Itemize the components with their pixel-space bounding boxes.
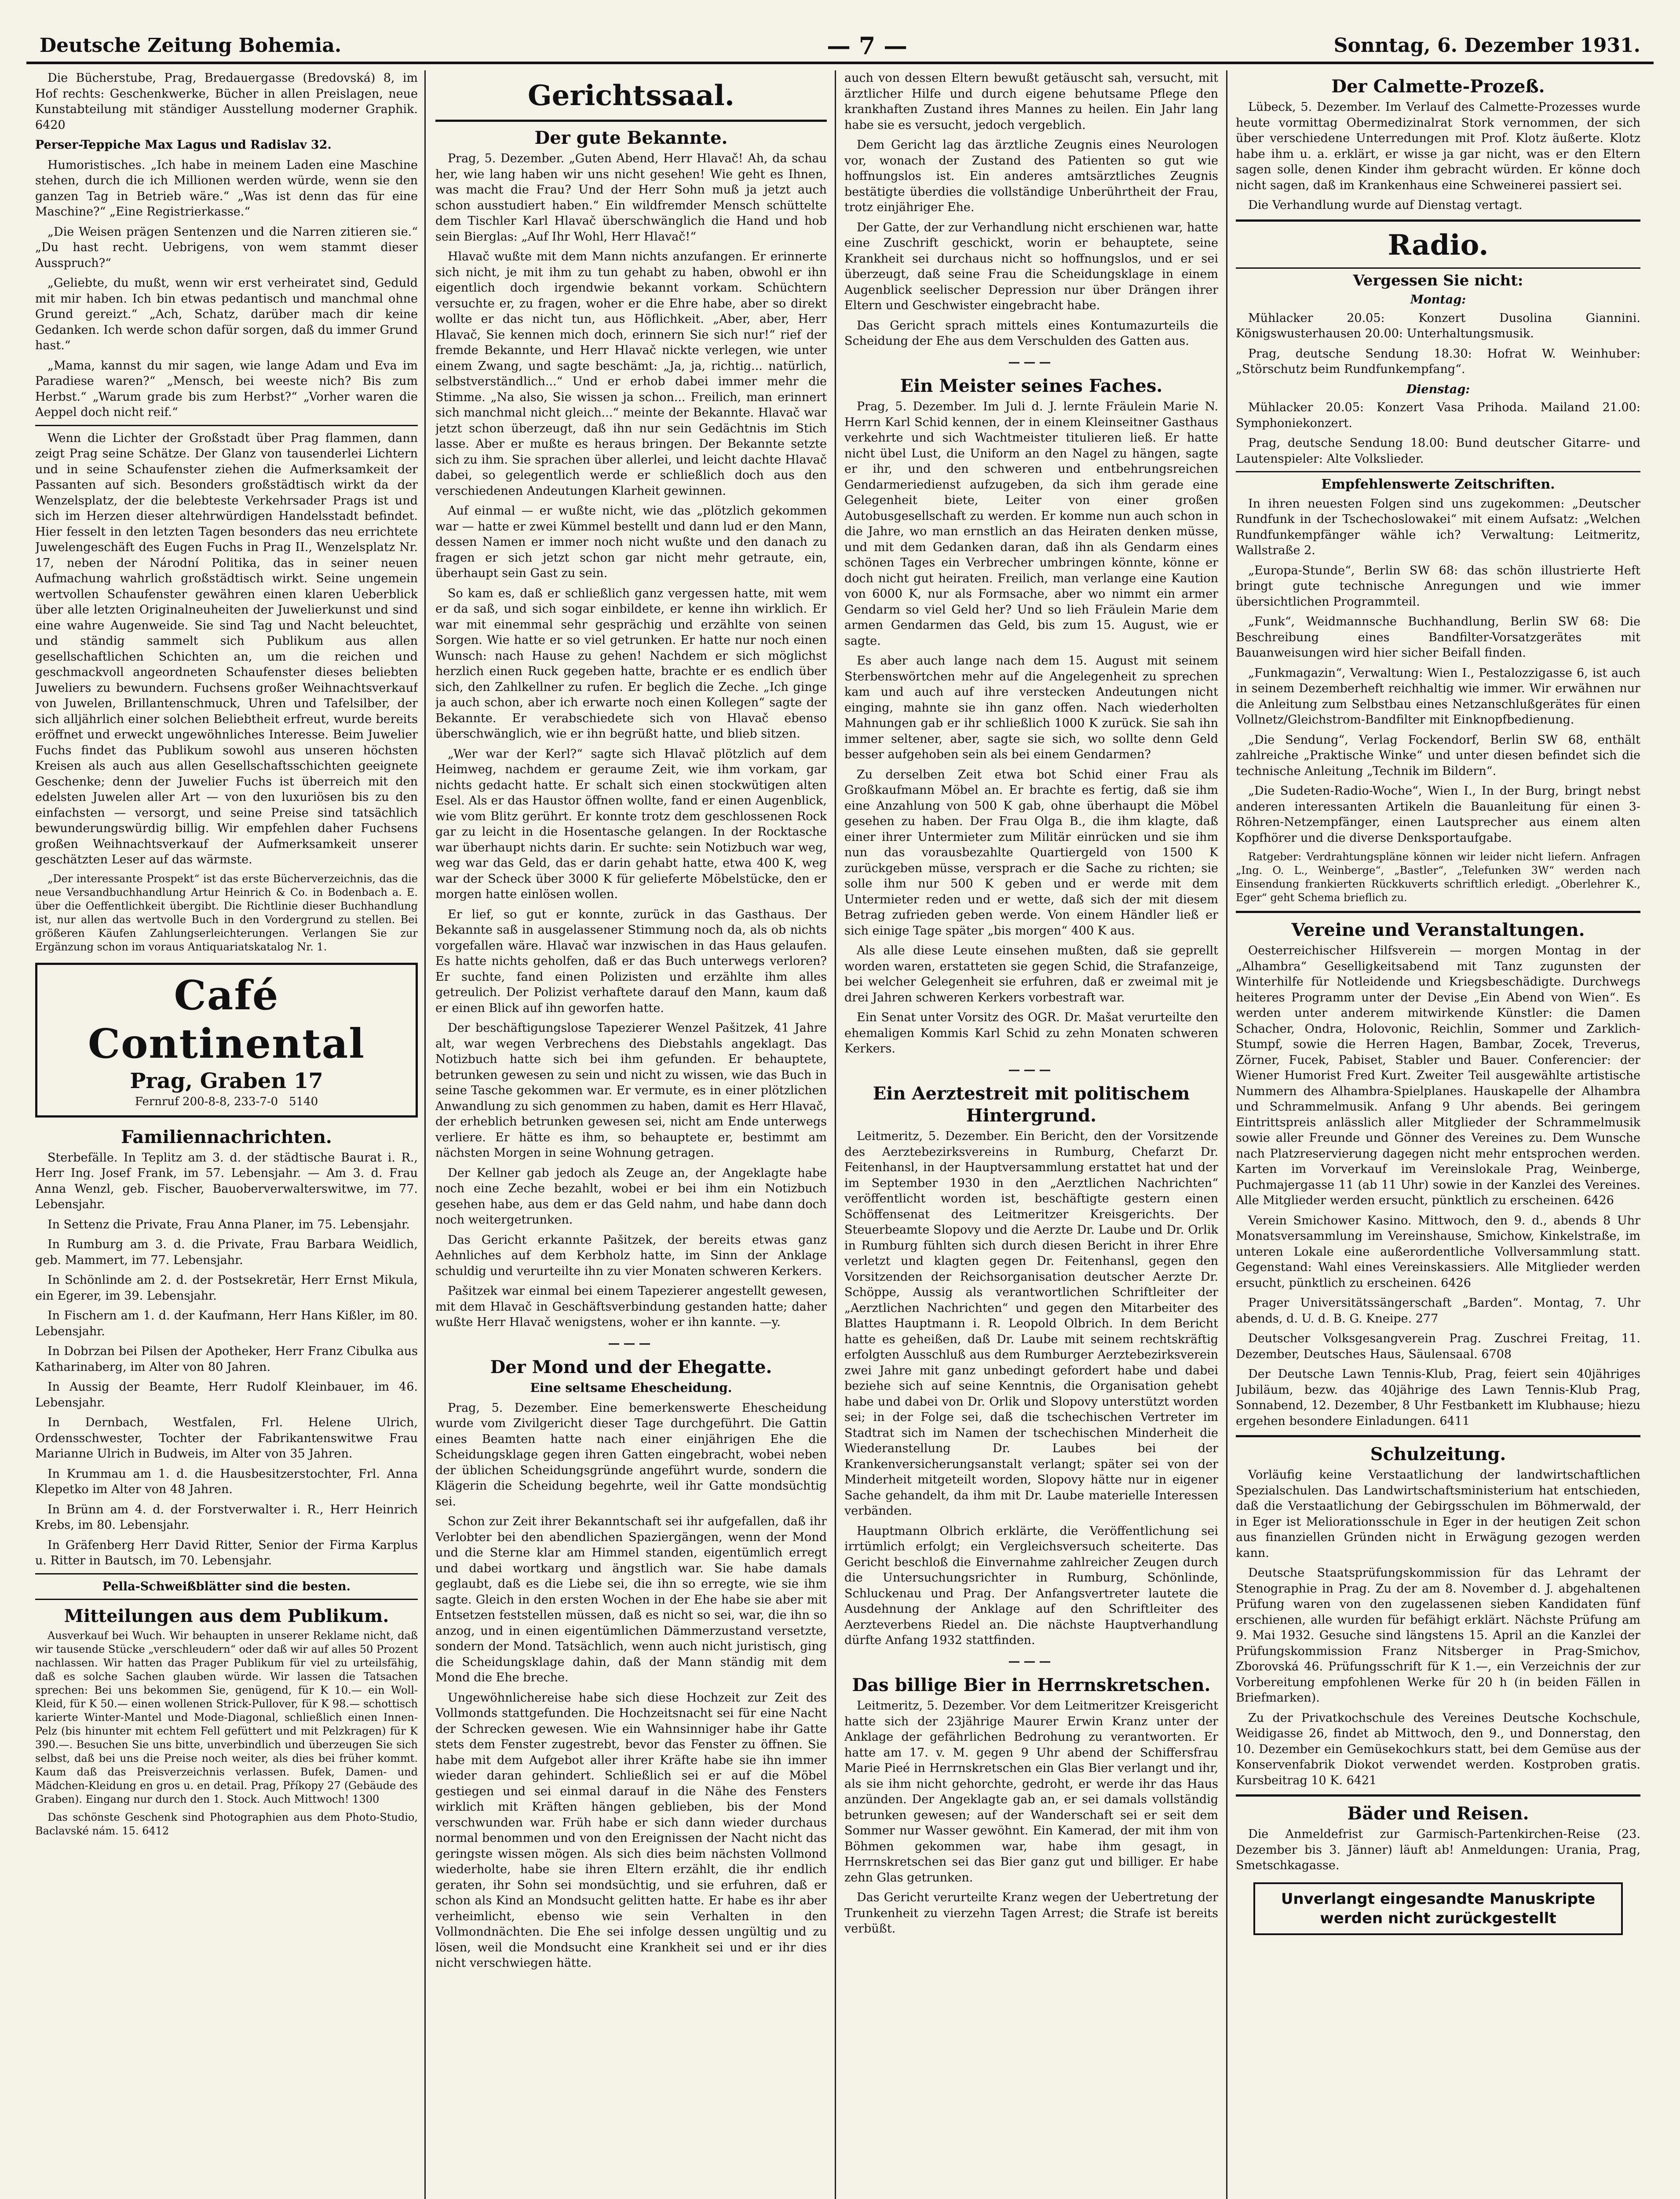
family-item: In Aussig der Beamte, Herr Rudolf Kleinbauer, im 46. Lebensjahr.: [35, 1380, 418, 1410]
mitteilung-1: Ausverkauf bei Wuch. Wir behaupten in unserer Reklame nicht, daß wir tausende Stücke „verschleudern“ oder daß wir auf alles 50 Prozent nachlassen. Wir hatten das Prager Publikum für viel zu urteilsfähig, daß es solche Sachen glauben würde. Wir lassen die Tatsachen sprechen: Bei uns bekommen Sie, genügend, für K 10.— ein Woll-Kleid, für K 50.— einen wollenen Strick-Pullover, für K 98.— schottisch karierte Winter-Mantel und Mode-Diagonal, schließlich einen Innen-Pelz (bis hinunter mit echtem Fell gefüttert und mit Pelzkragen) für K 390.—. Besuchen Sie uns bitte, unverbindlich und überzeugen Sie sich selbst, daß bei uns die Preise noch weiter, als dies bei früher kommt. Kaum daß das Preisverzeichnis verlassen. Bufek, Damen- und Mädchen-Kleidung en gros u. en detail. Prag, Příkopy 27 (Gebäude des Graben). Eingang nur durch den 1. Stock. Auch Mittwoch! 1300: [35, 1629, 418, 1805]
newspaper-title: Deutsche Zeitung Bohemia.: [40, 34, 342, 57]
day-label: Dienstag:: [1406, 382, 1470, 396]
article-paragraph: Die Verhandlung wurde auf Dienstag vertagt.: [1248, 198, 1523, 212]
subheadline: Eine seltsame Ehescheidung.: [530, 1381, 732, 1395]
divider: [1236, 471, 1640, 472]
travel-item: Die Anmeldefrist zur Garmisch-Partenkirchen-Reise (23. Dezember bis 3. Jänner) läuft ab! Anmeldungen: Urania, Prag, Smetschkagasse.: [1236, 1827, 1640, 1872]
heading-schulzeitung: Schulzeitung.: [1370, 1444, 1506, 1465]
article-paragraph: Leitmeritz, 5. Dezember. Vor dem Leitmeritzer Kreisgericht hatte sich der 23jährige Maurer Erwin Kranz unter der Anklage der gefährlichen Bedrohung zu verantworten. Er hatte am 17. v. M. gegen 9 Uhr abend der Schiffersfrau Marie Pieé in Herrnskretschen ein Glas Bier verlangt und ihr, als sie ihm nicht gehorchte, gedroht, er werde ihr das Haus anzünden. Der Angeklagte gab an, er sei damals vollständig betrunken gewesen; auf der Wanderschaft sei er seit dem Sommer nur Wasser gewöhnt. Ein Kamerad, der mit ihm von Böhmen gekommen war, habe ihm gesagt, in Herrnskretschen sei das Bier ganz gut und billiger. Er habe zehn Glas getrunken.: [844, 1699, 1218, 1885]
notice-buecherstube: Die Bücherstube, Prag, Bredauergasse (Bredovská) 8, im Hof rechts: Geschenkwerke, Bücher in allen Preislagen, neue Kunstabteilung mit ständiger Ausstellung moderner Graphik. 6420: [35, 71, 418, 132]
section-header: [435, 70, 827, 122]
humor-4: „Mama, kannst du mir sagen, wie lange Adam und Eva im Paradiese waren?“ „Mensch, bei weeste nich? Bis zum Herbst.“ „Warum grade bis zum Herbst?“ „Vorher waren die Aeppel doch nicht reif.“: [35, 358, 418, 419]
heading-mitteilungen: Mitteilungen aus dem Publikum.: [64, 1606, 389, 1626]
radio-item: Mühlacker 20.05: Konzert Dusolina Giannini. Königswusterhausen 20.00: Unterhaltungsmusik.: [1236, 311, 1640, 340]
club-item: Prager Universitätssängerschaft „Barden“. Montag, 7. Uhr abends, d. U. d. B. G. Kneipe. 277: [1236, 1296, 1640, 1326]
radio-item: Prag, deutsche Sendung 18.30: Hofrat W. Weinhuber: „Störschutz beim Rundfunkempfang“.: [1236, 347, 1640, 376]
section-radio: Radio.: [1388, 228, 1489, 262]
magazine-item: „Europa-Stunde“, Berlin SW 68: das schön illustrierte Heft bringt gute technische Anregungen und wie immer übersichtlichen Programmteil.: [1236, 563, 1640, 609]
divider: [35, 1599, 418, 1600]
article-paragraph: Das Gericht verurteilte Kranz wegen der Uebertretung der Trunkenheit zu vierzehn Tagen Arrest; die Strafe ist bereits verbüßt.: [844, 1891, 1218, 1936]
heading-baeder-reisen: Bäder und Reisen.: [1347, 1803, 1529, 1824]
issue-date: Sonntag, 6. Dezember 1931.: [1333, 34, 1640, 57]
article-paragraph: Schon zur Zeit ihrer Bekanntschaft sei ihr aufgefallen, daß ihr Verlobter bei den abendlichen Spaziergängen, wenn der Mond und die Sterne klar am Himmel standen, eigentümlich erregt und dabei wortkarg und ängstlich war. Sie habe damals geglaubt, daß es die Liebe sei, die ihn so erregte, wie sie ihm sagte. Gleich in den ersten Wochen in der Ehe habe sie aber mit Entsetzen feststellen müssen, daß es nicht so sei, war, die ihn so anzog, und in einen eigentümlichen Dämmerzustand versetzte, sondern der Mond. Tatsächlich, wenn auch nicht juristisch, ging die Scheidungsklage dahin, daß der Mann ständig mit dem Mond die Ehe breche.: [435, 1515, 827, 1684]
headline-guter-bekannter: Der gute Bekannte.: [534, 128, 728, 148]
article-paragraph: auch von dessen Eltern bewußt getäuscht sah, versucht, mit ärztlicher Hilfe und durch eigene behutsame Pflege den krankhaften Zustand ihres Mannes zu heilen. Ein Jahr lang habe sie es versucht, jedoch vergeblich.: [844, 71, 1218, 132]
article-paragraph: Prag, 5. Dezember. Eine bemerkenswerte Ehescheidung wurde vom Zivilgericht dieser Tage durchgeführt. Die Gattin eines Beamten hatte nach einer einjährigen Ehe die Scheidungsklage gegen ihren Gatten eingebracht, wobei neben der üblichen Scheidungsgründe angeführt wurde, sondern die Klägerin die Scheidung begehrte, weil ihr Gatte mondsüchtig sei.: [435, 1401, 827, 1509]
page-number: — 7 —: [827, 32, 908, 60]
family-item: In Dernbach, Westfalen, Frl. Helene Ulrich, Ordensschwester, Tochter der Fabrikantenswitwe Frau Marianne Ulrich in Budweis, im Alter von 35 Jahren.: [35, 1416, 418, 1461]
headline-billiges-bier: Das billige Bier in Herrnskretschen.: [852, 1675, 1211, 1695]
column-2: [435, 70, 827, 2199]
notice-teppiche: Perser-Teppiche Max Lagus und Radislav 32.: [35, 138, 332, 152]
divider: ———: [1008, 1063, 1055, 1077]
cafe-phone: Fernruf 200-8-8, 233-7-0: [135, 1095, 278, 1108]
humor-1: Humoristisches. „Ich habe in meinem Laden eine Maschine stehen, durch die ich Millionen werden würde, wenn sie den ganzen Tag in Betrieb wäre.“ „Was ist denn das für eine Maschine?“ „Eine Registrierkasse.“: [35, 158, 418, 219]
radio-reminder: Vergessen Sie nicht:: [1353, 271, 1523, 289]
divider: [1236, 1794, 1640, 1797]
cafe-address: Prag, Graben 17: [130, 1068, 323, 1093]
column-rule: [1226, 70, 1227, 2199]
article-paragraph: Das Gericht erkannte Pašitzek, der bereits etwas ganz Aehnliches auf dem Kerbholz hatte, im Sinn der Anklage schuldig und verurteilte ihn zu vier Monaten schweren Kerkers.: [435, 1233, 827, 1278]
article-paragraph: Er lief, so gut er konnte, zurück in das Gasthaus. Der Bekannte saß in ausgelassener Stimmung noch da, als ob nichts vorgefallen wäre. Hlavač war inzwischen in das Haus gelaufen. Es hatte nichts geholfen, daß er das Buch unterwegs verloren? Er suchte, fand einen Polizisten und erzählte ihm alles getreulich. Der Polizist verhaftete darauf den Mann, kaum daß er einen Blick auf ihn geworfen hatte.: [435, 907, 827, 1015]
family-item: In Krummau am 1. d. die Hausbesitzerstochter, Frl. Anna Klepetko im Alter von 48 Jahren.: [35, 1467, 418, 1496]
divider: [35, 1573, 418, 1574]
family-item: In Gräfenberg Herr David Ritter, Senior der Firma Karplus u. Ritter in Bautsch, im 70. Lebensjahr.: [35, 1538, 418, 1567]
cafe-ad: [35, 963, 418, 1118]
notice-prospekt: „Der interessante Prospekt“ ist das erste Bücherverzeichnis, das die neue Versandbuchhandlung Artur Heinrich & Co. in Bodenbach a. E. über die Oeffentlichkeit übergibt. Die Richtlinie dieser Buchhandlung ist, nur allen das wertvolle Buch in den Vordergrund zu stellen. Bei größeren Käufen Zahlungserleichterungen. Verlangen Sie zur Ergänzung schon im voraus Antiquariatskatalog Nr. 1.: [35, 872, 418, 953]
family-item: In Settenz die Private, Frau Anna Planer, im 75. Lebensjahr.: [47, 1217, 410, 1231]
column-4: [1236, 70, 1640, 2199]
article-paragraph: Es aber auch lange nach dem 15. August mit seinem Sterbenswörtchen mehr auf die Angelegenheit zu sprechen kam und auch auf ihre verstecken Andeutungen nicht einging, mahnte sie ihn ganz offen. Nach wiederholten Mahnungen gab er ihr schließlich 1000 K zurück. Sie sah ihn immer seltener, aber, sagte sie sich, wo sollte denn Geld besser aufgehoben sein als bei einem Gendarmen?: [844, 654, 1218, 761]
divider: [35, 425, 418, 426]
article-paragraph: Hlavač wußte mit dem Mann nichts anzufangen. Er erinnerte sich nicht, je mit ihm zu tun gehabt zu haben, obwohl er ihn eigentlich doch irgendwie bekannt vorkam. Schüchtern versuchte er, zu fragen, woher er die Ehre habe, aber so direkt wollte er das nicht tun, aus Höflichkeit. „Aber, aber, Herr Hlavač, Sie kennen mich doch, erinnern Sie sich nur!“ rief der fremde Bekannte, und Herr Hlavač nickte verlegen, wie unter einem Zwang, und sagte beschämt: „Ja, ja, richtig... natürlich, selbstverständlich...“ Und er erhob dabei immer mehr die Stimme. „Na also, Sie wissen ja schon... Freilich, man erinnert sich manchmal nicht gleich...“ meinte der Bekannte. Hlavač war jetzt schon überzeugt, daß ihn nur sein Gedächtnis im Stich lasse. Aber er mußte es heraus bringen. Der Bekannte setzte sich zu ihm. Sie sprachen über allerlei, und leicht dachte Hlavač dabei, so gelegentlich werde er schließlich doch aus den verschiedenen Andeutungen Klarheit gewinnen.: [435, 250, 827, 498]
page-header: [26, 22, 1654, 64]
divider: [1236, 911, 1640, 913]
column-rule: [424, 70, 426, 2199]
article-paragraph: Dem Gericht lag das ärztliche Zeugnis eines Neurologen vor, wonach der Zustand des Patienten so gut wie hoffnungslos ist. Ein anderes amtsärztliches Zeugnis bestätigte überdies die vollständige Unberührtheit der Frau, trotz einjähriger Ehe.: [844, 138, 1218, 214]
club-item: Verein Smichower Kasino. Mittwoch, den 9. d., abends 8 Uhr Monatsversammlung im Vereinshause, Smichow, Kinkelstraße, im unteren Lokale eine außerordentliche Vollversammlung statt. Gegenstand: Wahl eines Vereinskassiers. Alle Mitglieder werden ersucht, pünktlich zu erscheinen. 6426: [1236, 1213, 1640, 1290]
humor-3: „Geliebte, du mußt, wenn wir erst verheiratet sind, Geduld mit mir haben. Ich bin etwas pedantisch und manchmal ohne Grund gereizt.“ „Ach, Schatz, darüber mach dir keine Gedanken. Ich werde schon dafür sorgen, daß du immer Grund hast.“: [35, 276, 418, 352]
radio-item: Mühlacker 20.05: Konzert Vasa Prihoda. Mailand 21.00: Symphoniekonzert.: [1236, 401, 1640, 430]
column-rule: [835, 70, 836, 2199]
article-paragraph: Das Gericht sprach mittels eines Kontumazurteils die Scheidung der Ehe aus dem Verschulden des Gatten aus.: [844, 318, 1218, 348]
article-paragraph: „Wer war der Kerl?“ sagte sich Hlavač plötzlich auf dem Heimweg, nachdem er geraume Zeit, wie ihm vorkam, gar nichts gedacht hatte. Er schalt sich einen stockwütigen alten Esel. Als er das Haustor öffnen wollte, fand er einen Augenblick, wie vom Blitz gerührt. Er konnte trotz dem geschlossenen Rock gar zu leicht in die Hosentasche gelangen. In der Rocktasche war überhaupt nichts darin. Er suchte: sein Notizbuch war weg, weg war das Geld, das er darin gehabt hatte, etwa 400 K, weg war der Scheck über 3000 K für gelieferte Möbelstücke, den er morgen hatte einlösen wollen.: [435, 747, 827, 901]
school-item: Zu der Privatkochschule des Vereines Deutsche Kochschule, Weidigasse 26, findet ab Mittwoch, den 9., und Donnerstag, den 10. Dezember ein Gemüsekochkurs statt, bei dem Gemüse aus der Konservenfabrik Diokot verwendet werden. Kostproben gratis. Kursbeitrag 10 K. 6421: [1236, 1711, 1640, 1787]
heading-vereine: Vereine und Veranstaltungen.: [1291, 920, 1585, 940]
magazine-item: „Die Sudeten-Radio-Woche“, Wien I., In der Burg, bringt nebst anderen interessanten Artikeln die Bauanleitung für einen 3-Röhren-Netzempfänger, einen Lautsprecher aus einem alten Kopfhörer und die diverse Denksportaufgabe.: [1236, 784, 1640, 845]
club-item: Deutscher Volksgesangverein Prag. Zuschrei Freitag, 11. Dezember, Deutsches Haus, Säulensaal. 6708: [1236, 1332, 1640, 1361]
article-paragraph: Der beschäftigungslose Tapezierer Wenzel Pašitzek, 41 Jahre alt, war wegen Verbrechens des Diebstahls angeklagt. Das Notizbuch hatte sich bei ihm gefunden. Er behauptete, betrunken gewesen zu sein und nicht zu wissen, wie das Buch in seine Tasche gekommen war. Er vermute, es in einer plötzlichen Anwandlung zu sich genommen zu haben, damit es Herr Hlavač, der erheblich betrunken gewesen sei, nicht am Ende unterwegs verliere. Er hätte es ihm, so behauptete er, bestimmt am nächsten Morgen in seine Wohnung getragen.: [435, 1021, 827, 1160]
pella-ad: Pella-Schweißblätter sind die besten.: [102, 1579, 351, 1593]
article-paragraph: Pašitzek war einmal bei einem Tapezierer angestellt gewesen, mit dem Hlavač in Geschäftsverbindung gestanden hatte; daher wußte Herr Hlavač wenigstens, woher er ihn kannte. —y.: [435, 1284, 827, 1329]
article-paragraph: So kam es, daß er schließlich ganz vergessen hatte, mit wem er da saß, und sich sogar einbildete, er kenne ihn wirklich. Er war mit einemmal sehr gesprächig und erzählte von seinen Sorgen. Wie hatte er so viel getrunken. Er hatte nur noch einen Wunsch: nach Hause zu gehen! Nachdem er sich möglichst herzlich einen Ruck gegeben hatte, brachte er es endlich über sich, den Zahlkellner zu rufen. Er beglich die Zeche. „Ich ginge ja auch schon, aber ich erwarte noch einen Kollegen“ sagte der Bekannte. Er verabschiedete sich von Hlavač ebenso überschwänglich, wie er ihn begrüßt hatte, und blieb sitzen.: [435, 586, 827, 741]
divider: [1236, 267, 1640, 269]
divider: [1236, 219, 1640, 222]
magazine-item: „Funk“, Weidmannsche Buchhandlung, Berlin SW 68: Die Beschreibung eines Bandfilter-Vorsatzgerätes mit Bauanweisungen wird hier sicher Beifall finden.: [1236, 615, 1640, 660]
article-paragraph: Prag, 5. Dezember. Im Juli d. J. lernte Fräulein Marie N. Herrn Karl Schid kennen, der in einem Kleinseitner Gasthaus verkehrte und sich Wachtmeister titulieren ließ. Er hatte nicht übel Lust, die Uniform an den Nagel zu hängen, sagte er ihr, und den schweren und entbehrungsreichen Gendarmeriedienst aufzugeben, da sich ihm gerade eine Gelegenheit biete, Leiter von einer großen Autobusgesellschaft zu werden. Er komme nun auch schon in die Jahre, wo man ernstlich an das Heiraten denken müsse, und mit dem Gedanken daran, daß ihn als Gendarm eines schönen Tages ein Verbrecher umbringen könnte, könne er doch nicht gut heiraten. Freilich, man verlange eine Kaution von 6000 K, nur als Formsache, aber wo nimmt ein armer Gendarm so viel Geld her? Und so lieh Fräulein Marie dem armen Gendarmen das Geld, bis zum 15. August, wie er sagte.: [844, 400, 1218, 648]
humor-2: „Die Weisen prägen Sentenzen und die Narren zitieren sie.“ „Du hast recht. Uebrigens, von wem stammt dieser Ausspruch?“: [35, 225, 418, 270]
divider: ———: [1008, 355, 1055, 369]
school-item: Deutsche Staatsprüfungskommission für das Lehramt der Stenographie in Prag. Zu der am 8. November d. J. abgehaltenen Prüfung waren von den zugelassenen sieben Kandidaten fünf erschienen, alle wurden für befähigt erklärt. Nächste Prüfung am 9. Mai 1932. Gesuche sind längstens 15. April an die Kanzlei der Prüfungskommission Franz Nitsberger in Prag-Smichov, Zborovská 46. Prüfungsschrift für K 1.—, ein Verzeichnis der zur Vorbereitung empfohlenen Werke für 20 h (in beiden Fällen in Briefmarken).: [1236, 1566, 1640, 1705]
article-paragraph: Der Kellner gab jedoch als Zeuge an, der Angeklagte habe noch eine Zeche bezahlt, wobei er bei ihm ein Notizbuch gesehen habe, aus dem er das Geld nahm, und habe dann doch noch weitergetrunken.: [435, 1166, 827, 1227]
ratgeber: Ratgeber: Verdrahtungspläne können wir leider nicht liefern. Anfragen „Ing. O. L., Weinberge“, „Bastler“, „Telefunken 3W“ werden nach Einsendung frankierten Rückkuverts schriftlich erledigt. „Oberlehrer K., Eger“ geht Schema brieflich zu.: [1236, 851, 1640, 904]
magazine-item: „Funkmagazin“, Verwaltung: Wien I., Pestalozzigasse 6, ist auch in seinem Dezemberheft reichhaltig wie immer. Wir erwähnen nur die Anleitung zum Selbstbau eines Netzanschlußgerätes für einen Vollnetz/Gleichstrom-Bandfilter mit Einknopfbedienung.: [1236, 666, 1640, 727]
headline-aerztestreit: Ein Aerztestreit mit politischem Hintergrund.: [873, 1083, 1190, 1126]
headline-calmette: Der Calmette-Prozeß.: [1331, 76, 1545, 97]
article-paragraph: Hauptmann Olbrich erklärte, die Veröffentlichung sei irrtümlich erfolgt; ein Vergleichsversuch scheiterte. Das Gericht beschloß die Einvernahme zahlreicher Zeugen durch die Untersuchungsrichter in Rumburg, Schönlinde, Schluckenau und Prag. Der Anfangsvertreter lautete die Ausdehnung der Anklage auf den Schriftleiter des Aerzteverbens Riedel an. Die nächste Hauptverhandlung dürfte Anfang 1932 stattfinden.: [844, 1524, 1218, 1647]
article-paragraph: Ungewöhnlichereise habe sich diese Hochzeit zur Zeit des Vollmonds stattgefunden. Die Hochzeitsnacht sei für eine Nacht der Schrecken gewesen. Wie ein Wahnsinniger habe ihr Gatte stets dem Fenster zugestrebt, bevor das Fenster zu öffnen. Sie habe mit dem Aufgebot aller ihrer Kräfte habe sie ihn immer wieder daran gehindert. Schließlich sei er auf die Möbel gestiegen und sei einmal darauf in die Nähe des Fensters wirklich mit Kräften hängen geblieben, bis der Mond verschwunden war. Früh habe er sich dann wieder durchaus normal benommen und von den Ereignissen der Nacht nicht das geringste wissen mögen. Als sich dies beim nächsten Vollmond wiederholte, habe sie ihren Eltern erzählt, die ihr endlich geraten, ihr Sohn sei mondsüchtig, und sie erfuhren, daß er schon als Kind an Mondsucht gelitten hatte. Er habe es ihr aber verheimlicht, ebenso wie sein Verhalten in den Vollmondnächten. Die Ehe sei infolge dessen ungültig und zu lösen, weil die Mondsucht eine Krankheit sei und er ihr dies nicht verschwiegen hätte.: [435, 1691, 827, 1970]
family-item: Sterbefälle. In Teplitz am 3. d. der städtische Baurat i. R., Herr Ing. Josef Frank, im 57. Lebensjahr. — Am 3. d. Frau Anna Wenzl, geb. Fischer, Bauoberverwalterswitwe, im 77. Lebensjahr.: [35, 1151, 418, 1211]
family-item: In Fischern am 1. d. der Kaufmann, Herr Hans Kißler, im 80. Lebensjahr.: [35, 1309, 418, 1338]
cafe-code: 5140: [289, 1095, 318, 1108]
column-3: [844, 70, 1218, 2199]
club-item: Der Deutsche Lawn Tennis-Klub, Prag, feiert sein 40jähriges Jubiläum, bezw. das 40jährige des Lawn Tennis-Klub Prag, Sonnabend, 12. Dezember, 8 Uhr Festbankett im Klubhause; hiezu ergehen besondere Einladungen. 6411: [1236, 1367, 1640, 1428]
divider: ———: [608, 1336, 654, 1350]
family-item: In Rumburg am 3. d. die Private, Frau Barbara Weidlich, geb. Mammert, im 77. Lebensjahr.: [35, 1238, 418, 1267]
magazine-item: In ihren neuesten Folgen sind uns zugekommen: „Deutscher Rundfunk in der Tschechoslowakei“ mit einem Aufsatz: „Welchen Rundfunkempfänger wähle ich? Verwaltung: Leitmeritz, Wallstraße 2.: [1236, 497, 1640, 557]
school-item: Vorläufig keine Verstaatlichung der landwirtschaftlichen Spezialschulen. Das Landwirtschaftsministerium hat entschieden, daß die Verstaatlichung der Gebirgsschulen im Böhmerwald, der in Eger ist Meliorationsschule in Eger in der heutigen Zeit schon aus finanziellen Gründen nicht in Erwägung gezogen werden kann.: [1236, 1468, 1640, 1560]
article-juwelier: Wenn die Lichter der Großstadt über Prag flammen, dann zeigt Prag seine Schätze. Der Glanz von tausenderlei Lichtern und in seine Schaufenster ziehen die Aufmerksamkeit der Passanten auf sich. Besonders großstädtisch wirkt da der Wenzelsplatz, der die belebteste Verkehrsader Prags ist und sich im Herzen dieser altehrwürdigen Handelsstadt befindet. Hier fesselt in den letzten Tagen besonders das neu errichtete Juwelengeschäft des Eugen Fuchs in Prag II., Wenzelsplatz Nr. 17, neben der Národní Politika, das in seiner neuen Aufmachung wahrlich großstädtisch wirkt. Seine ungemein wertvollen Schaufenster gewähren einen klaren Ueberblick über alle letzten Originalneuheiten der Juwelierkunst und sind eine wahre Augenweide. Sie sind Tag und Nacht beleuchtet, und ständig sammelt sich Publikum aus allen gesellschaftlichen Schichten an, um die reichen und geschmackvoll angeordneten Schaufenster dieses beliebten Juweliers zu bewundern. Fuchsens großer Weihnachtsverkauf von Juwelen, Brillantenschmuck, Uhren und Tafelsilber, der sich alljährlich einer solchen Beliebtheit erfreut, wurde bereits eröffnet und erweckt ungewöhnliches Interesse. Beim Juwelier Fuchs findet das Publikum sowohl aus unseren höchsten Kreisen als auch aus allen Gesellschaftsschichten geeignete Geschenke; denn der Juwelier Fuchs ist überreich mit den edelsten Juwelen aller Art — von den luxuriösen bis zu den einfachsten — versorgt, und seine Preise sind tatsächlich bewunderungswürdig billig. Wir empfehlen daher Fuchsens großen Weihnachtsverkauf der Aufmerksamkeit unserer geschätzten Leser auf das wärmste.: [35, 431, 418, 866]
family-item: In Brünn am 4. d. der Forstverwalter i. R., Herr Heinrich Krebs, im 80. Lebensjahr.: [35, 1502, 418, 1532]
column-1: [35, 70, 418, 2199]
headline-meister-faches: Ein Meister seines Faches.: [900, 376, 1163, 396]
day-label: Montag:: [1410, 293, 1466, 307]
family-item: In Dobrzan bei Pilsen der Apotheker, Herr Franz Cibulka aus Katharinaberg, im Alter von 80 Jahren.: [35, 1344, 418, 1374]
heading-zeitschriften: Empfehlenswerte Zeitschriften.: [1321, 477, 1555, 492]
mitteilung-2: Das schönste Geschenk sind Photographien aus dem Photo-Studio, Baclavské nám. 15. 6412: [35, 1811, 418, 1837]
radio-item: Prag, deutsche Sendung 18.00: Bund deutscher Gitarre- und Lautenspieler: Alte Volkslieder.: [1236, 436, 1640, 466]
article-paragraph: Ein Senat unter Vorsitz des OGR. Dr. Mašat verurteilte den ehemaligen Kommis Karl Schid zu zehn Monaten schweren Kerkers.: [844, 1011, 1218, 1056]
headline-mond-ehegatte: Der Mond und der Ehegatte.: [490, 1357, 772, 1377]
manuscript-notice: Unverlangt eingesandte Manuskripte werden nicht zurückgestellt: [1253, 1882, 1623, 1935]
article-paragraph: Als alle diese Leute einsehen mußten, daß sie geprellt worden waren, erstatteten sie gegen Schid, die Strafanzeige, bei welcher Gelegenheit sie erfuhren, daß er zweimal mit je drei Jahren schweren Kerkers vorbestraft war.: [844, 944, 1218, 1005]
article-paragraph: Zu derselben Zeit etwa bot Schid einer Frau als Großkaufmann Möbel an. Er brachte es fertig, daß sie ihm eine Anzahlung von 500 K gab, ohne überhaupt die Möbel gesehen zu haben. Der Frau Olga B., die ihm klagte, daß einer ihrer Untermieter zum Militär einrücken und sie ihm nun das vorausbezahlte Quartiergeld von 1500 K zurückgeben müsse, versprach er die Sache zu richten; sie solle ihm nur 500 K geben und er werde mit dem Untermieter reden und er wette, daß sich der mit diesem Betrag zufrieden geben werde. Von einem Händler ließ er sich einige Tage später „bis morgen“ 400 K aus.: [844, 767, 1218, 938]
article-paragraph: Prag, 5. Dezember. „Guten Abend, Herr Hlavač! Ah, da schau her, wie lang haben wir uns nicht gesehen! Wie geht es Ihnen, was macht die Frau? Und der Herr Sohn muß ja jetzt auch schon ausstudiert haben.“ Ein wildfremder Mensch schüttelte dem Tischler Karl Hlavač überschwänglich die Hand und hob sein Bierglas: „Auf Ihr Wohl, Herr Hlavač!“: [435, 152, 827, 244]
family-item: In Schönlinde am 2. d. der Postsekretär, Herr Ernst Mikula, ein Egerer, im 39. Lebensjahr.: [35, 1273, 418, 1303]
heading-familiennachrichten: Familiennachrichten.: [121, 1126, 332, 1147]
section-gerichtssaal: Gerichtssaal.: [527, 79, 735, 112]
divider: ———: [1008, 1654, 1055, 1668]
cafe-name: Café Continental: [88, 971, 365, 1067]
divider: [1236, 1435, 1640, 1437]
article-paragraph: Der Gatte, der zur Verhandlung nicht erschienen war, hatte eine Zuschrift geschickt, worin er behauptete, seine Krankheit sei durchaus nicht so hoffnungslos, und er sei überzeugt, daß seine Frau die Scheidungsklage in einem Augenblick seelischer Depression nur über Drängen ihrer Eltern und Geschwister eingebracht habe.: [844, 220, 1218, 312]
article-paragraph: Lübeck, 5. Dezember. Im Verlauf des Calmette-Prozesses wurde heute vormittag Obermedizinalrat Stork vernommen, der sich über verschiedene Unterredungen mit Prof. Klotz äußerte. Klotz habe ihm u. a. erklärt, er wisse ja gar nicht, was er den Eltern sagen solle, denen Kinder ihm gebracht würden. Er könne doch nicht sagen, daß im Krankenhaus eine Schweinerei passiert sei.: [1236, 100, 1640, 192]
article-paragraph: Leitmeritz, 5. Dezember. Ein Bericht, den der Vorsitzende des Aerztebezirksvereins in Rumburg, Chefarzt Dr. Feitenhansl, in der Hauptversammlung erstattet hat und der im September 1930 in den „Aerztlichen Nachrichten“ veröffentlicht worden ist, beschäftigte gestern einen Schöffensenat des Leitmeritzer Kreisgerichts. Der Steuerbeamte Slopovy und die Aerzte Dr. Laube und Dr. Orlik in Rumburg fühlten sich durch diesen Bericht in ihrer Ehre verletzt und klagten gegen Dr. Feitenhansl, gegen den Vorsitzenden der Reichsorganisation deutscher Aerzte Dr. Schöppe, Aussig als verantwortlichen Schriftleiter der „Aerztlichen Nachrichten“ und gegen den Mitarbeiter des Blattes Hauptmann i. R. Leopold Olbrich. In dem Bericht hatte es geheißen, daß Dr. Laube mit seinem rechtskräftig erfolgten Ausschluß aus dem Rumburger Aerztebezirksverein zwei Jahre mit ganz unbedingt gefordert habe und dabei beziehe sich auf seine Kenntnis, die Organisation gehebt habe und dabei von Dr. Orlik und Slopovy unterstützt worden sei; in der Folge sei, daß die tschechischen Vertreter im Stadtrat sich im Namen der tschechischen Minderheit die Wiederanstellung Dr. Laubes bei der Krankenversicherungsanstalt verlangt; später sei von der Minderheit mitgeteilt worden, Slopovy hätte nur in eigener Sache gehandelt, da ihm mit Dr. Laube materielle Interessen verbänden.: [844, 1129, 1218, 1518]
club-item: Oesterreichischer Hilfsverein — morgen Montag in der „Alhambra“ Geselligkeitsabend mit Tanz zugunsten der Winterhilfe für Notleidende und Kriegsbeschädigte. Durchwegs heiteres Programm unter der Devise „Ein Abend von Wien“. Es werden unter anderem mitwirkende Künstler: die Damen Schacher, Ondra, Holovonic, Reichlin, Sommer und Zarklich-Stumpf, sowie die Herren Hagen, Bambar, Zocek, Treverus, Zörner, Fucek, Pabiset, Stabler und Bauer. Conferencier: der Wiener Humorist Fred Kurt. Zweiter Teil ausgewählte artistische Nummern des Alhambra-Spielplanes. Hauskapelle der Alhambra und Schrammelmusik. Anfang 9 Uhr abends. Bei geringem Eintrittspreis anlässlich aller Mitglieder der Schrammelmusik sowie aller Freunde und Gönner des Vereines zu. Dem Wunsche nach Platzreservierung dagegen nicht mehr entsprochen werden. Karten im Vorverkauf im Vereinslokale Prag, Weinberge, Puchmajergasse 11 (ab 11 Uhr) sowie in der Kanzlei des Vereines. Alle Mitglieder werden ersucht, pünktlich zu erscheinen. 6426: [1236, 944, 1640, 1207]
magazine-item: „Die Sendung“, Verlag Fockendorf, Berlin SW 68, enthält zahlreiche „Praktische Winke“ und unter diesen befindet sich die technische Anleitung „Technik im Bildern“.: [1236, 733, 1640, 778]
article-paragraph: Auf einmal — er wußte nicht, wie das „plötzlich gekommen war — hatte er zwei Kümmel bestellt und dann lud er den Mann, dessen Namen er immer noch nicht wußte und den danach zu fragen er sich jetzt schon gar nicht mehr getraute, ein, überhaupt sein Gast zu sein.: [435, 504, 827, 580]
